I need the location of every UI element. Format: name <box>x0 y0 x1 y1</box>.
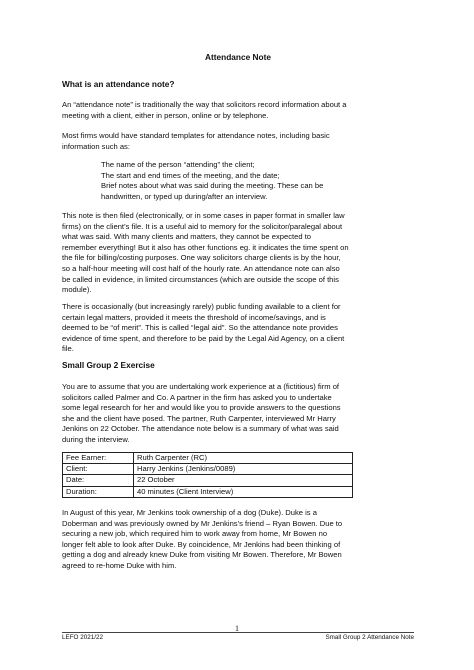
text-line: getting a dog and already knew Duke from visiting Mr Bowen. Therefore, Mr Bowen <box>62 550 342 560</box>
info-list <box>101 160 421 202</box>
text-line: securing a new job, which required him to work away from home, Mr Bowen no <box>62 529 328 539</box>
text-line: what was said. With many clients and matters, they cannot be expected to <box>62 232 312 242</box>
text-line: so a half-hour meeting will cost half of the hourly rate. An attendance note can also <box>62 263 340 273</box>
text-line: firms) on the client’s file. It is a useful aid to memory for the solicitor/paralegal about <box>62 221 343 231</box>
document-title: Attendance Note <box>205 52 271 62</box>
text-line: deemed to be “of merit”. This is called “legal aid”. So the attendance note provides <box>62 323 338 333</box>
text-line: evidence of time spent, and therefore to be paid by the Legal Aid Agency, on a client <box>62 333 345 343</box>
table-row <box>63 453 353 464</box>
paragraph-filing <box>62 211 414 296</box>
text-line: An “attendance note” is traditionally the way that solicitors record information about a <box>62 100 347 109</box>
paragraph-legal-aid <box>62 302 414 355</box>
attendance-table <box>62 452 353 498</box>
heading-small-group: Small Group 2 Exercise <box>62 360 155 370</box>
table-cell-value: 40 minutes (Client Interview) <box>134 486 353 497</box>
text-line: she and the client have posed. The partner, Ruth Carpenter, interviewed Mr Harry <box>62 413 336 423</box>
table-cell-value: 22 October <box>134 475 353 486</box>
text-line: There is occasionally (but increasingly rarely) public funding available to a client for <box>62 302 341 311</box>
footer-right-text: Small Group 2 Attendance Note <box>325 634 414 641</box>
table-cell-label: Date: <box>63 475 134 486</box>
text-line: remember everything! But it also has other functions eg. it indicates the time spent on <box>62 242 349 252</box>
table-row <box>63 486 353 497</box>
list-item: handwritten, or typed up during/after an interview. <box>101 191 268 201</box>
paragraph-exercise <box>62 382 414 446</box>
table-cell-value: Ruth Carpenter (RC) <box>134 453 353 464</box>
text-line: This note is then filed (electronically, or in some cases in paper format in smaller law <box>62 211 345 220</box>
text-line: Jenkins on 22 October. The attendance note below is a summary of what was said <box>62 424 339 434</box>
text-line: be called in evidence, in limited circumstances (which are outside the scope of this <box>62 274 339 284</box>
list-item: The start and end times of the meeting, and the date; <box>101 170 280 180</box>
paragraph-templates <box>62 131 414 152</box>
table-row <box>63 464 353 475</box>
text-line: Doberman and was previously owned by Mr Jenkins’s friend – Ryan Bowen. Due to <box>62 518 343 528</box>
heading-what-is: What is an attendance note? <box>62 79 175 89</box>
text-line: file. <box>62 344 74 354</box>
text-line: You are to assume that you are undertaking work experience at a (fictitious) firm of <box>62 382 340 391</box>
list-item: Brief notes about what was said during the meeting. These can be <box>101 181 324 191</box>
text-line: longer felt able to look after Duke. By coincidence, Mr Jenkins had been thinking of <box>62 539 341 549</box>
text-line: information such as: <box>62 141 130 151</box>
text-line: certain legal matters, provided it meets the threshold of income/savings, and is <box>62 312 326 322</box>
footer-left-text: LEFO 2021/22 <box>62 634 103 641</box>
page-number: 1 <box>235 624 239 633</box>
text-line: In August of this year, Mr Jenkins took ownership of a dog (Duke). Duke is a <box>62 508 317 517</box>
paragraph-intro <box>62 100 414 121</box>
text-line: solicitors called Palmer and Co. A partner in the firm has asked you to undertake <box>62 392 332 402</box>
text-line: during the interview. <box>62 434 130 444</box>
table-row <box>63 475 353 486</box>
paragraph-case-facts <box>62 508 414 572</box>
list-item: The name of the person “attending” the client; <box>101 160 255 169</box>
table-cell-label: Fee Earner: <box>63 453 134 464</box>
table-cell-label: Duration: <box>63 486 134 497</box>
footer-divider <box>62 632 414 633</box>
text-line: Most firms would have standard templates for attendance notes, including basic <box>62 131 330 140</box>
text-line: the file for billing/costing purposes. One way solicitors charge clients is by the hour, <box>62 253 341 263</box>
table-cell-value: Harry Jenkins (Jenkins/0089) <box>134 464 353 475</box>
text-line: module). <box>62 285 92 295</box>
text-line: meeting with a client, either in person, online or by telephone. <box>62 110 269 120</box>
table-cell-label: Client: <box>63 464 134 475</box>
text-line: some legal research for her and would like you to provide answers to the questions <box>62 403 341 413</box>
text-line: agreed to re-home Duke with him. <box>62 560 177 570</box>
